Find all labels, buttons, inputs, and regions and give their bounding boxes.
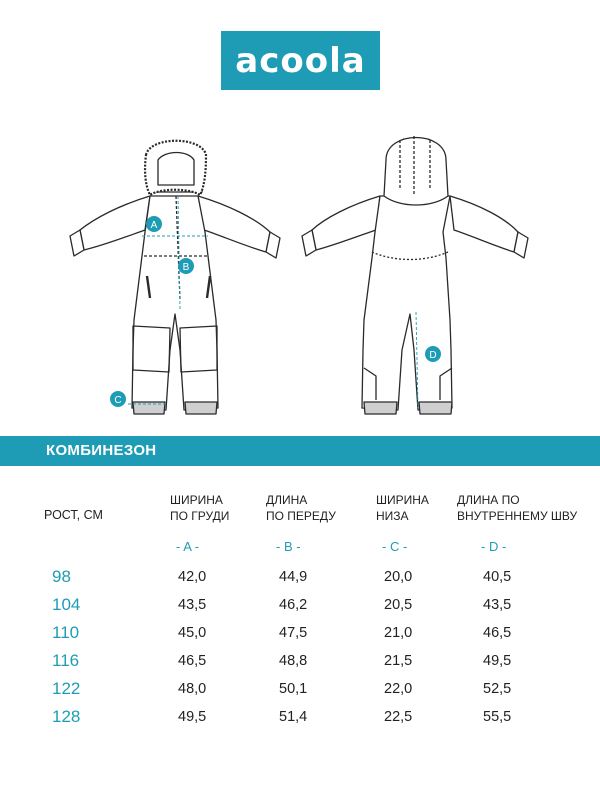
svg-text:C: C [114, 395, 122, 406]
table-row [0, 592, 600, 618]
front-length-cell: 47,5 [279, 625, 308, 641]
chest-width-cell: 45,0 [178, 625, 207, 641]
column-header-front-length: ДЛИНА ПО ПЕРЕДУ [266, 493, 336, 523]
column-header-hem-width: ШИРИНА НИЗА [376, 493, 429, 523]
marker-b [178, 258, 194, 274]
front-view [70, 141, 280, 414]
table-row [0, 676, 600, 702]
table-row [0, 704, 600, 730]
column-letter-a: - A - [176, 539, 200, 554]
marker-a [146, 216, 162, 232]
column-letter-c: - C - [382, 539, 408, 554]
hem-width-cell: 21,5 [384, 653, 413, 669]
column-header-inseam-length: ДЛИНА ПО ВНУТРЕННЕМУ ШВУ [457, 493, 578, 523]
size-cell: 122 [52, 679, 81, 698]
hem-width-cell: 22,5 [384, 709, 413, 725]
inseam-length-cell: 46,5 [483, 625, 512, 641]
inseam-length-cell: 55,5 [483, 709, 512, 725]
hem-width-cell: 22,0 [384, 681, 413, 697]
marker-d [425, 346, 441, 362]
chest-width-cell: 42,0 [178, 569, 207, 585]
table-row [0, 564, 600, 590]
product-title: КОМБИНЕЗОН [46, 442, 157, 459]
chest-width-cell: 48,0 [178, 681, 207, 697]
column-letter-b: - B - [276, 539, 301, 554]
front-length-cell: 48,8 [279, 653, 308, 669]
table-row [0, 620, 600, 646]
front-length-cell: 44,9 [279, 569, 308, 585]
hem-width-cell: 20,0 [384, 569, 413, 585]
size-cell: 98 [52, 567, 71, 586]
size-cell: 110 [52, 623, 80, 642]
column-letter-d: - D - [481, 539, 507, 554]
brand-logo [221, 31, 380, 90]
brand-logo-text: acoola [235, 40, 366, 81]
product-title-band [0, 436, 600, 466]
front-length-cell: 51,4 [279, 709, 308, 725]
svg-text:A: A [150, 220, 158, 231]
hem-width-cell: 21,0 [384, 625, 413, 641]
size-cell: 104 [52, 595, 81, 614]
table-row [0, 648, 600, 674]
size-cell: 116 [52, 651, 80, 670]
column-header-chest-width: ШИРИНА ПО ГРУДИ [170, 493, 230, 523]
inseam-length-cell: 40,5 [483, 569, 512, 585]
back-view [302, 136, 528, 414]
front-length-cell: 46,2 [279, 597, 308, 613]
inseam-length-cell: 49,5 [483, 653, 512, 669]
jumpsuit-illustration [0, 110, 600, 430]
chest-width-cell: 46,5 [178, 653, 207, 669]
chest-width-cell: 43,5 [178, 597, 207, 613]
marker-c [110, 391, 126, 407]
chest-width-cell: 49,5 [178, 709, 207, 725]
hem-width-cell: 20,5 [384, 597, 413, 613]
svg-text:D: D [429, 350, 437, 361]
front-length-cell: 50,1 [279, 681, 308, 697]
inseam-length-cell: 52,5 [483, 681, 512, 697]
size-column-header: РОСТ, СМ [44, 508, 103, 522]
size-cell: 128 [52, 707, 81, 726]
inseam-length-cell: 43,5 [483, 597, 512, 613]
svg-text:B: B [182, 262, 190, 273]
